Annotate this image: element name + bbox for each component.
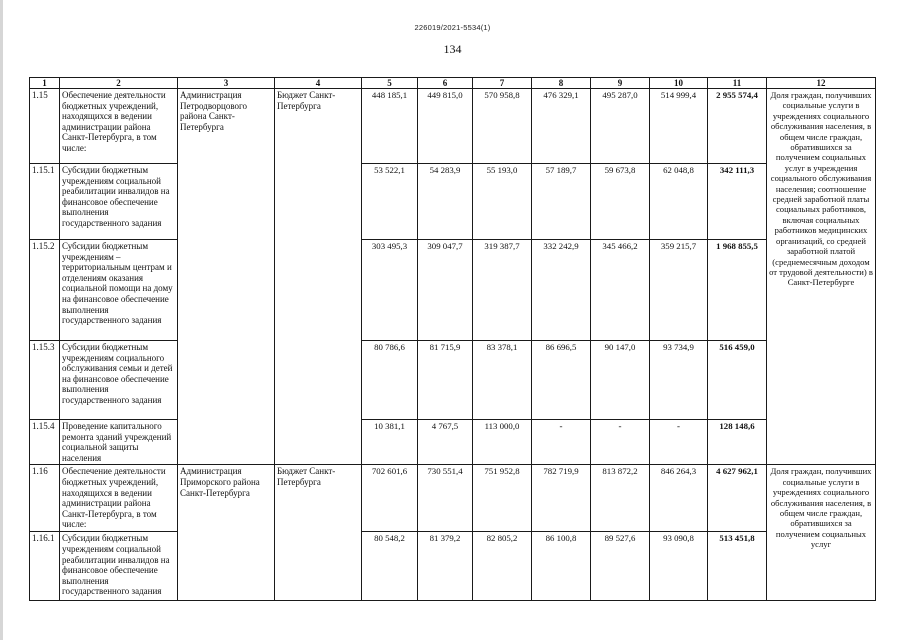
row-name: Обеспечение деятельности бюджетных учреждений, находящихся в ведении администрации района Санкт-Петербурга, в том числе: <box>60 465 178 532</box>
funding-source: Бюджет Санкт-Петербурга <box>275 89 362 465</box>
column-header: 9 <box>591 78 650 89</box>
column-header: 2 <box>60 78 178 89</box>
column-header: 6 <box>418 78 473 89</box>
year-value: 359 215,7 <box>650 240 708 341</box>
total-value: 1 968 855,5 <box>708 240 767 341</box>
year-value: 89 527,6 <box>591 532 650 601</box>
column-number-row <box>30 78 876 89</box>
document-id: 226019/2021-5534(1) <box>414 23 491 32</box>
year-value: 83 378,1 <box>473 341 532 420</box>
executor: Администрация Приморского района Санкт-Петербурга <box>178 465 275 601</box>
year-value: 332 242,9 <box>532 240 591 341</box>
table-row <box>30 341 876 420</box>
year-value: 55 193,0 <box>473 164 532 240</box>
row-number: 1.16.1 <box>30 532 60 601</box>
row-number: 1.15.3 <box>30 341 60 420</box>
scan-edge <box>0 0 3 640</box>
row-number: 1.15 <box>30 89 60 164</box>
budget-table <box>29 77 876 601</box>
year-value: 86 100,8 <box>532 532 591 601</box>
table-row <box>30 240 876 341</box>
year-value: 702 601,6 <box>362 465 418 532</box>
year-value: - <box>650 420 708 465</box>
column-header: 3 <box>178 78 275 89</box>
year-value: - <box>532 420 591 465</box>
year-value: 303 495,3 <box>362 240 418 341</box>
year-value: 345 466,2 <box>591 240 650 341</box>
table-row <box>30 420 876 465</box>
year-value: 54 283,9 <box>418 164 473 240</box>
total-value: 342 111,3 <box>708 164 767 240</box>
year-value: 751 952,8 <box>473 465 532 532</box>
table-row <box>30 532 876 601</box>
year-value: 59 673,8 <box>591 164 650 240</box>
indicator-text: Доля граждан, получивших социальные услуги в учреждениях социального обслуживания населения, в общем числе граждан, обратившихся за получением социальных услуг в учреждения социального обслуживания населения; соотношение средней заработной платы социальных работников, включая социальных работников медицинских организаций, со средней заработной платой (среднемесячным доходом от трудовой деятельности) в Санкт-Петербурге <box>767 89 876 465</box>
year-value: 81 715,9 <box>418 341 473 420</box>
year-value: 90 147,0 <box>591 341 650 420</box>
table-row <box>30 465 876 532</box>
column-header: 11 <box>708 78 767 89</box>
year-value: 514 999,4 <box>650 89 708 164</box>
year-value: 495 287,0 <box>591 89 650 164</box>
year-value: 81 379,2 <box>418 532 473 601</box>
indicator-text: Доля граждан, получивших социальные услуги в учреждениях социального обслуживания населения, в общем числе граждан, обратившихся за получением социальных услуг <box>767 465 876 601</box>
executor: Администрация Петродворцового района Санкт-Петербурга <box>178 89 275 465</box>
year-value: 62 048,8 <box>650 164 708 240</box>
row-number: 1.15.2 <box>30 240 60 341</box>
year-value: 86 696,5 <box>532 341 591 420</box>
year-value: 813 872,2 <box>591 465 650 532</box>
table-row <box>30 164 876 240</box>
table-row <box>30 89 876 164</box>
year-value: 53 522,1 <box>362 164 418 240</box>
total-value: 4 627 962,1 <box>708 465 767 532</box>
column-header: 7 <box>473 78 532 89</box>
year-value: - <box>591 420 650 465</box>
funding-source: Бюджет Санкт-Петербурга <box>275 465 362 601</box>
year-value: 570 958,8 <box>473 89 532 164</box>
column-header: 4 <box>275 78 362 89</box>
year-value: 93 734,9 <box>650 341 708 420</box>
year-value: 80 548,2 <box>362 532 418 601</box>
row-name: Субсидии бюджетным учреждениям социального обслуживания семьи и детей на финансовое обеспечение выполнения государственного задания <box>60 341 178 420</box>
column-header: 12 <box>767 78 876 89</box>
year-value: 113 000,0 <box>473 420 532 465</box>
row-number: 1.16 <box>30 465 60 532</box>
year-value: 10 381,1 <box>362 420 418 465</box>
row-number: 1.15.4 <box>30 420 60 465</box>
year-value: 846 264,3 <box>650 465 708 532</box>
total-value: 513 451,8 <box>708 532 767 601</box>
year-value: 82 805,2 <box>473 532 532 601</box>
row-name: Субсидии бюджетным учреждениям – территориальным центрам и отделениям оказания социальной помощи на дому на финансовое обеспечение выполнения государственного задания <box>60 240 178 341</box>
year-value: 4 767,5 <box>418 420 473 465</box>
year-value: 309 047,7 <box>418 240 473 341</box>
year-value: 319 387,7 <box>473 240 532 341</box>
year-value: 57 189,7 <box>532 164 591 240</box>
year-value: 782 719,9 <box>532 465 591 532</box>
row-number: 1.15.1 <box>30 164 60 240</box>
row-name: Обеспечение деятельности бюджетных учреждений, находящихся в ведении администрации района Санкт-Петербурга, в том числе: <box>60 89 178 164</box>
column-header: 5 <box>362 78 418 89</box>
year-value: 93 090,8 <box>650 532 708 601</box>
year-value: 80 786,6 <box>362 341 418 420</box>
page-number: 134 <box>443 42 462 56</box>
year-value: 730 551,4 <box>418 465 473 532</box>
column-header: 1 <box>30 78 60 89</box>
total-value: 516 459,0 <box>708 341 767 420</box>
year-value: 449 815,0 <box>418 89 473 164</box>
row-name: Проведение капитального ремонта зданий учреждений социальной защиты населения <box>60 420 178 465</box>
column-header: 10 <box>650 78 708 89</box>
column-header: 8 <box>532 78 591 89</box>
row-name: Субсидии бюджетным учреждениям социальной реабилитации инвалидов на финансовое обеспечение выполнения государственного задания <box>60 532 178 601</box>
year-value: 448 185,1 <box>362 89 418 164</box>
total-value: 128 148,6 <box>708 420 767 465</box>
total-value: 2 955 574,4 <box>708 89 767 164</box>
year-value: 476 329,1 <box>532 89 591 164</box>
row-name: Субсидии бюджетным учреждениям социальной реабилитации инвалидов на финансовое обеспечение выполнения государственного задания <box>60 164 178 240</box>
